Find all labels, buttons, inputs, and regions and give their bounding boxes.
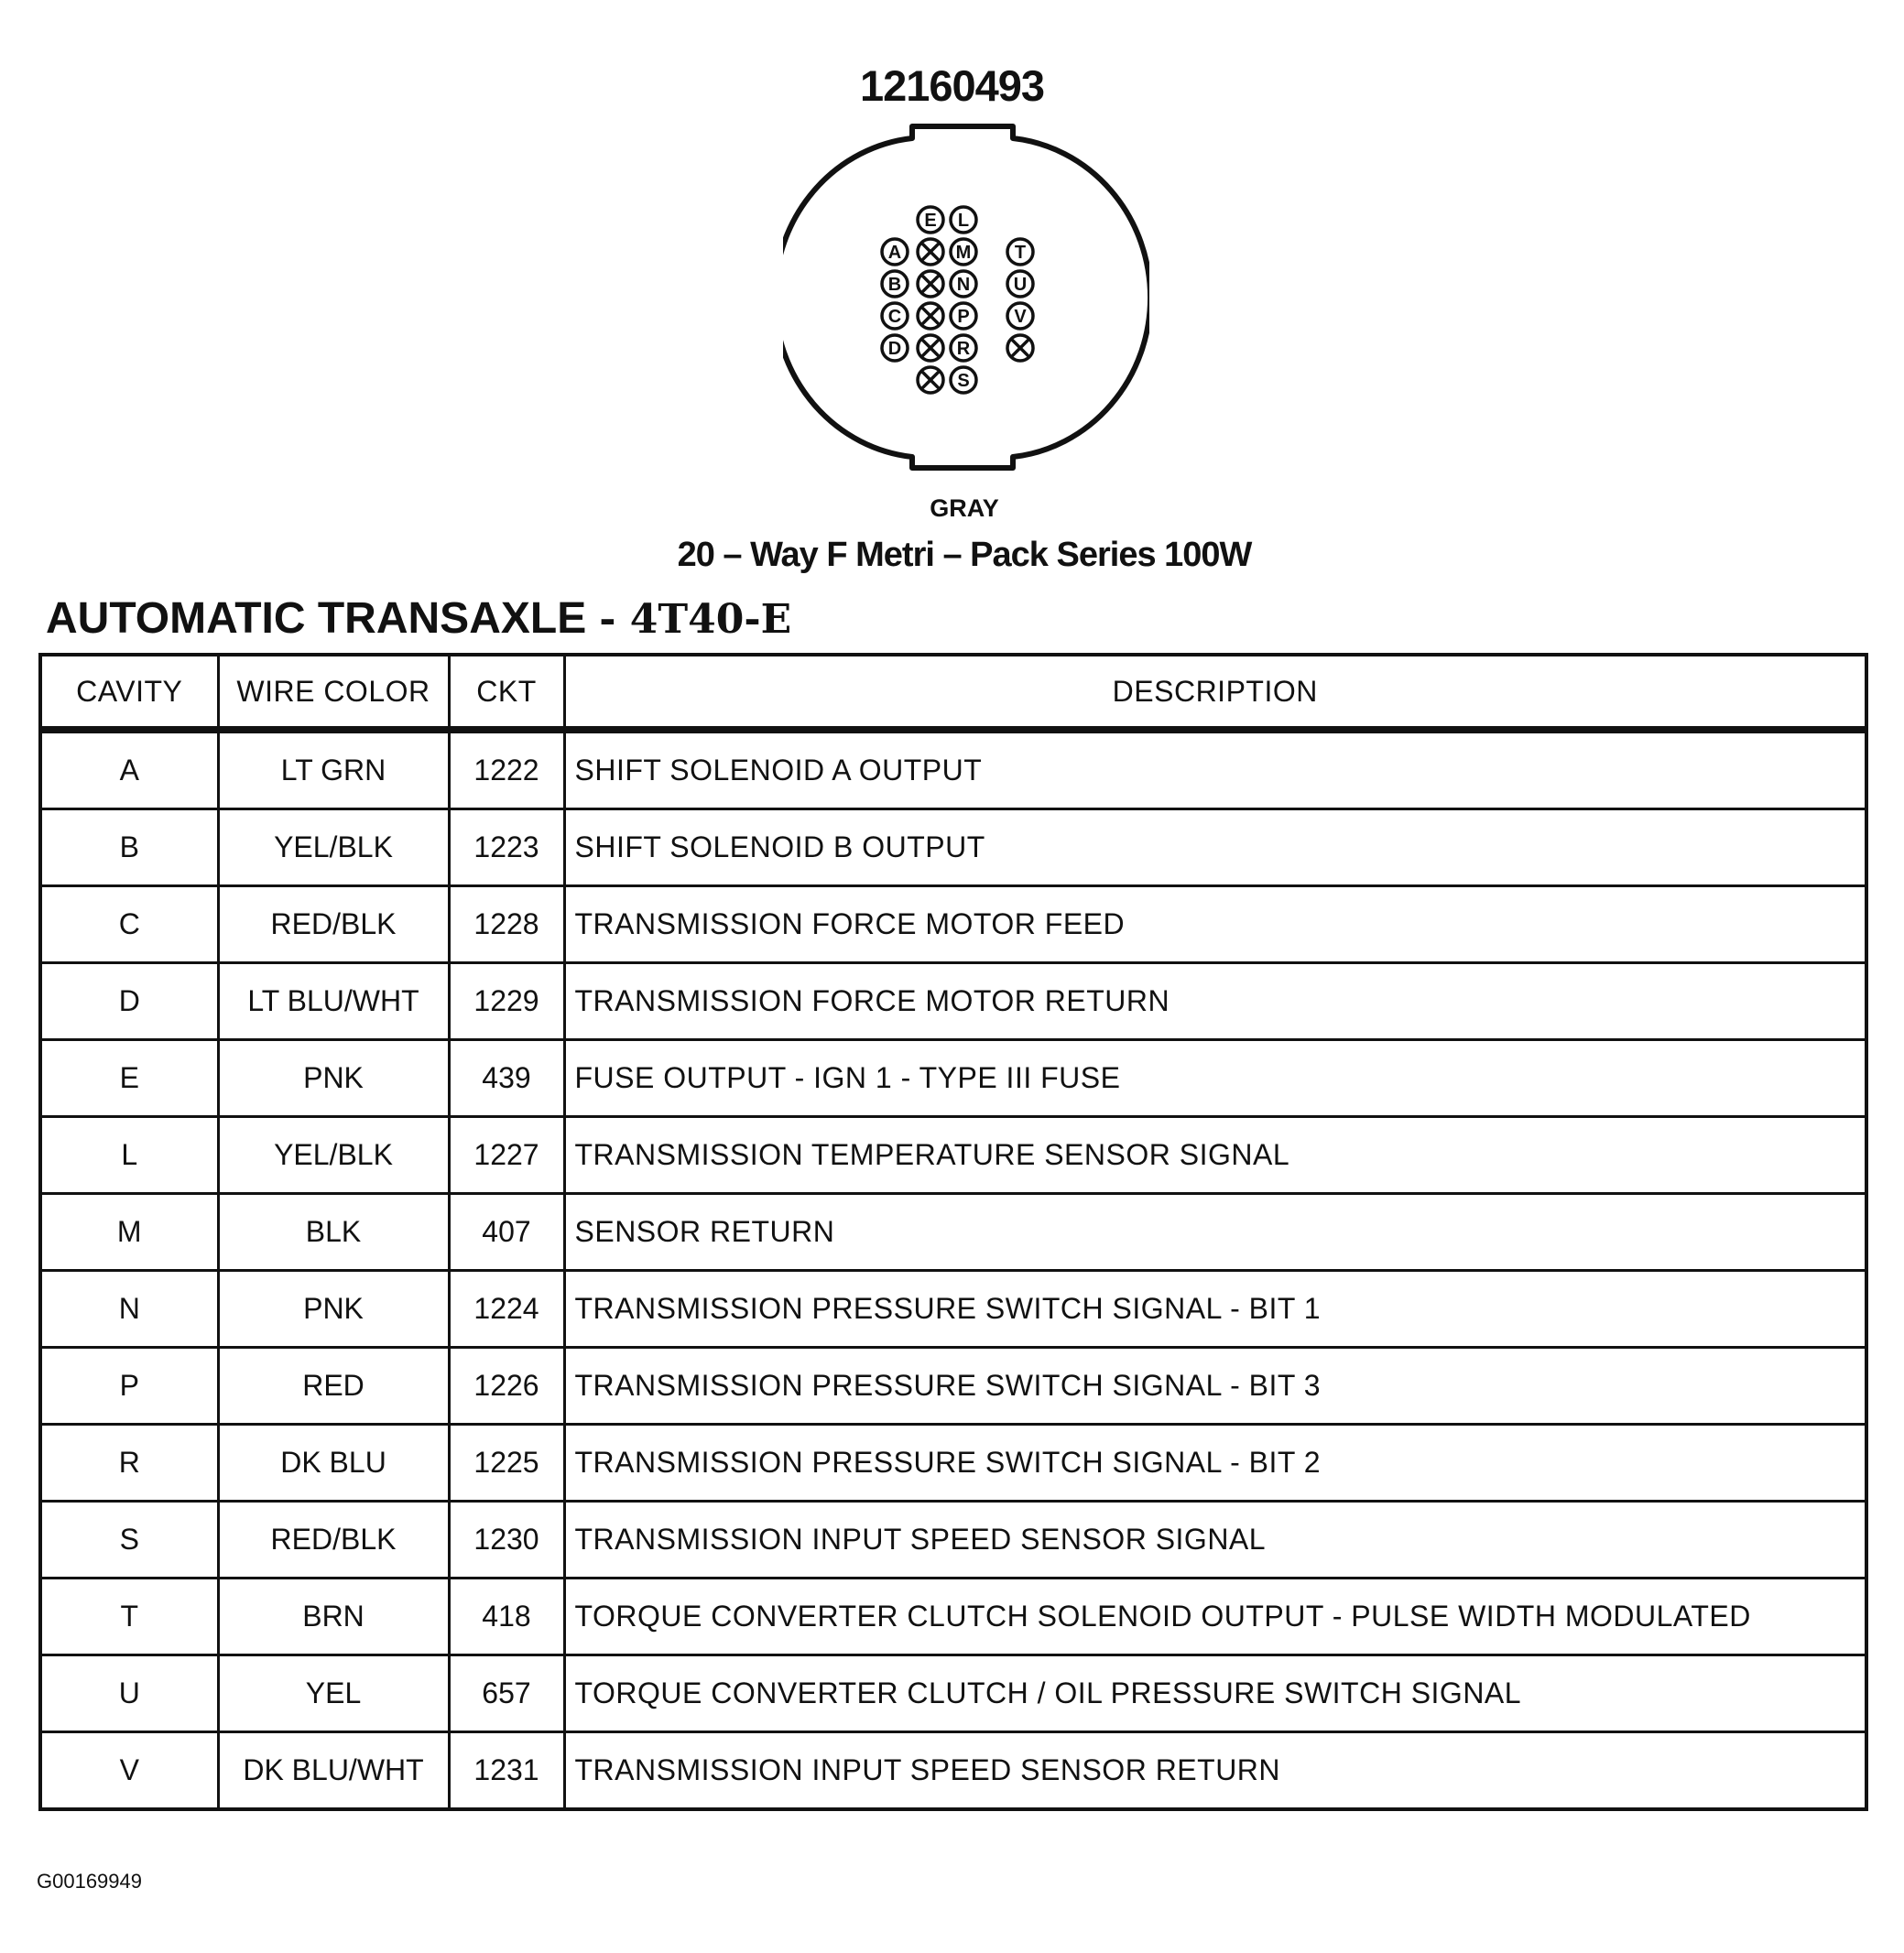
- cell-wire-color: YEL/BLK: [218, 809, 449, 886]
- cell-cavity: C: [40, 886, 218, 963]
- cell-ckt: 1226: [449, 1348, 564, 1425]
- pinout-table-body: [40, 730, 1866, 1809]
- pin-l: [951, 207, 976, 233]
- cell-wire-color: RED: [218, 1348, 449, 1425]
- table-title: [46, 593, 791, 644]
- pin-label: V: [1014, 307, 1027, 327]
- header-wire-color: WIRE COLOR: [218, 655, 449, 730]
- cell-description: SHIFT SOLENOID B OUTPUT: [564, 809, 1866, 886]
- connector-face-diagram: [783, 119, 1149, 490]
- cell-description: TRANSMISSION PRESSURE SWITCH SIGNAL - BIT 1: [564, 1271, 1866, 1348]
- pin-d: [882, 335, 908, 361]
- cell-wire-color: BLK: [218, 1194, 449, 1271]
- pin-n: [951, 271, 976, 297]
- header-row: [40, 655, 1866, 730]
- table-row: [40, 1732, 1866, 1810]
- pin-label: B: [887, 275, 902, 295]
- cell-ckt: 1223: [449, 809, 564, 886]
- cell-cavity: D: [40, 963, 218, 1040]
- cell-description: TRANSMISSION FORCE MOTOR FEED: [564, 886, 1866, 963]
- cell-description: SHIFT SOLENOID A OUTPUT: [564, 730, 1866, 809]
- cell-ckt: 1229: [449, 963, 564, 1040]
- pin-label: U: [1013, 275, 1028, 295]
- cell-cavity: T: [40, 1579, 218, 1655]
- cell-ckt: 657: [449, 1655, 564, 1732]
- header-cavity: CAVITY: [40, 655, 218, 730]
- table-row: [40, 1117, 1866, 1194]
- cell-wire-color: DK BLU: [218, 1425, 449, 1502]
- pin-label: C: [887, 307, 902, 327]
- cell-description: TRANSMISSION FORCE MOTOR RETURN: [564, 963, 1866, 1040]
- cell-wire-color: DK BLU/WHT: [218, 1732, 449, 1810]
- pin-u: [1007, 271, 1033, 297]
- cell-cavity: R: [40, 1425, 218, 1502]
- connector-color-label: GRAY: [930, 494, 999, 522]
- pin-s: [951, 367, 976, 393]
- cell-wire-color: PNK: [218, 1271, 449, 1348]
- table-row: [40, 963, 1866, 1040]
- cell-description: TRANSMISSION INPUT SPEED SENSOR RETURN: [564, 1732, 1866, 1810]
- pin-c: [882, 303, 908, 329]
- table-row: [40, 1425, 1866, 1502]
- cell-wire-color: YEL/BLK: [218, 1117, 449, 1194]
- pin-m: [951, 239, 976, 265]
- cell-ckt: 407: [449, 1194, 564, 1271]
- cell-ckt: 1224: [449, 1271, 564, 1348]
- cell-cavity: L: [40, 1117, 218, 1194]
- pin-r: [951, 335, 976, 361]
- table-row: [40, 1271, 1866, 1348]
- cell-description: TRANSMISSION TEMPERATURE SENSOR SIGNAL: [564, 1117, 1866, 1194]
- cell-cavity: N: [40, 1271, 218, 1348]
- pin-label: P: [957, 307, 970, 327]
- table-row: [40, 886, 1866, 963]
- pin-label: R: [956, 339, 971, 359]
- pin-layer: [882, 207, 1033, 393]
- pin-label: T: [1014, 243, 1027, 263]
- cell-cavity: E: [40, 1040, 218, 1117]
- pin-t: [1007, 239, 1033, 265]
- pin-label: N: [956, 275, 971, 295]
- table-row: [40, 730, 1866, 809]
- cell-ckt: 1227: [449, 1117, 564, 1194]
- cell-cavity: V: [40, 1732, 218, 1810]
- table-row: [40, 809, 1866, 886]
- cell-ckt: 418: [449, 1579, 564, 1655]
- cell-wire-color: LT BLU/WHT: [218, 963, 449, 1040]
- cell-ckt: 1230: [449, 1502, 564, 1579]
- cell-ckt: 1225: [449, 1425, 564, 1502]
- cell-description: TRANSMISSION PRESSURE SWITCH SIGNAL - BIT 3: [564, 1348, 1866, 1425]
- cell-cavity: M: [40, 1194, 218, 1271]
- figure-id: G00169949: [37, 1870, 142, 1893]
- table-row: [40, 1655, 1866, 1732]
- cell-description: TORQUE CONVERTER CLUTCH / OIL PRESSURE SWITCH SIGNAL: [564, 1655, 1866, 1732]
- pin-v: [1007, 303, 1033, 329]
- table-row: [40, 1348, 1866, 1425]
- pin-unused: [918, 335, 943, 361]
- table-row: [40, 1194, 1866, 1271]
- cell-description: FUSE OUTPUT - IGN 1 - TYPE III FUSE: [564, 1040, 1866, 1117]
- pin-a: [882, 239, 908, 265]
- cell-description: SENSOR RETURN: [564, 1194, 1866, 1271]
- header-description: DESCRIPTION: [564, 655, 1866, 730]
- cell-wire-color: PNK: [218, 1040, 449, 1117]
- cell-cavity: B: [40, 809, 218, 886]
- cell-description: TRANSMISSION INPUT SPEED SENSOR SIGNAL: [564, 1502, 1866, 1579]
- cell-wire-color: YEL: [218, 1655, 449, 1732]
- cell-description: TRANSMISSION PRESSURE SWITCH SIGNAL - BIT 2: [564, 1425, 1866, 1502]
- pin-label: L: [957, 211, 970, 231]
- connector-series-label: 20 – Way F Metri – Pack Series 100W: [677, 536, 1252, 574]
- cell-cavity: A: [40, 730, 218, 809]
- pin-unused: [918, 303, 943, 329]
- pin-label: A: [887, 243, 902, 263]
- pin-p: [951, 303, 976, 329]
- cell-ckt: 439: [449, 1040, 564, 1117]
- cell-wire-color: RED/BLK: [218, 886, 449, 963]
- connector-part-number: 12160493: [859, 61, 1045, 110]
- cell-cavity: U: [40, 1655, 218, 1732]
- cell-description: TORQUE CONVERTER CLUTCH SOLENOID OUTPUT - PULSE WIDTH MODULATED: [564, 1579, 1866, 1655]
- table-row: [40, 1579, 1866, 1655]
- pin-unused: [918, 271, 943, 297]
- cell-ckt: 1231: [449, 1732, 564, 1810]
- pin-unused: [918, 367, 943, 393]
- pin-unused: [918, 239, 943, 265]
- pin-b: [882, 271, 908, 297]
- table-title-text: AUTOMATIC TRANSAXLE: [46, 594, 587, 643]
- pin-label: M: [955, 243, 972, 263]
- table-row: [40, 1502, 1866, 1579]
- cell-wire-color: RED/BLK: [218, 1502, 449, 1579]
- cell-ckt: 1222: [449, 730, 564, 809]
- pin-label: E: [924, 211, 937, 231]
- header-ckt: CKT: [449, 655, 564, 730]
- pin-label: S: [957, 371, 970, 391]
- pinout-table: [38, 653, 1868, 1811]
- cell-cavity: P: [40, 1348, 218, 1425]
- pin-label: D: [887, 339, 902, 359]
- cell-wire-color: BRN: [218, 1579, 449, 1655]
- cell-cavity: S: [40, 1502, 218, 1579]
- transaxle-model: - 4T40-E: [599, 596, 792, 643]
- cell-ckt: 1228: [449, 886, 564, 963]
- table-row: [40, 1040, 1866, 1117]
- cell-wire-color: LT GRN: [218, 730, 449, 809]
- pin-e: [918, 207, 943, 233]
- pin-unused: [1007, 335, 1033, 361]
